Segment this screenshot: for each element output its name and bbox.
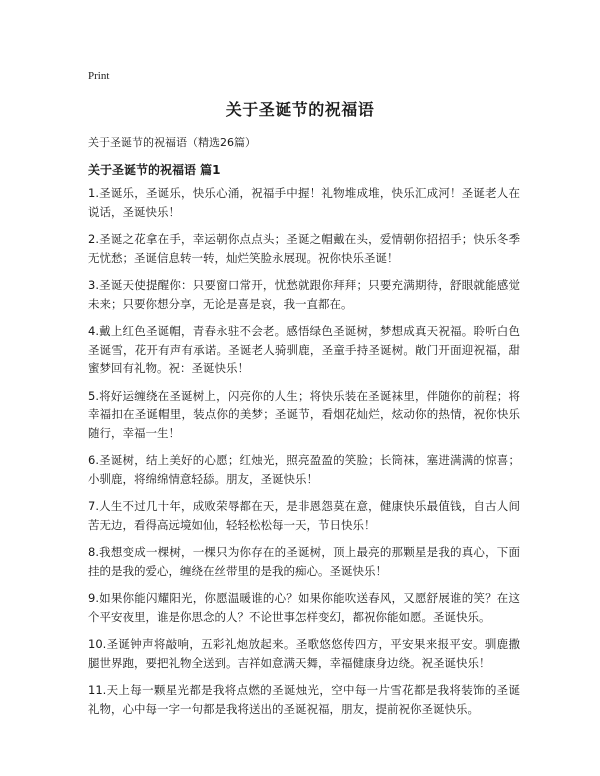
print-link[interactable]: Print xyxy=(88,70,110,82)
paragraph: 9.如果你能闪耀阳光，你愿温暖谁的心？如果你能吹送春风，又愿舒展谁的笑？在这个平安夜里，谁是你思念的人？不论世事怎样变幻，都祝你能如愿。圣诞快乐。 xyxy=(88,591,520,624)
paragraph: 7.人生不过几十年，成败荣辱都在天，是非恩怨莫在意，健康快乐最值钱，自古人间苦无边，看得高远境如仙，轻轻松松每一天，节日快乐！ xyxy=(88,499,520,532)
paragraph: 3.圣诞天使提醒你：只要窗口常开，忧愁就跟你拜拜；只要充满期待，舒眼就能感觉未来；只要你想分享，无论是喜是哀，我一直都在。 xyxy=(88,278,520,311)
paragraph: 4.戴上红色圣诞帽，青春永驻不会老。感悟绿色圣诞树，梦想成真天祝福。聆听白色圣诞雪，花开有声有承诺。圣诞老人骑驯鹿，圣童手持圣诞树。敞门开面迎祝福，甜蜜梦回有礼物。祝：圣诞快乐！ xyxy=(88,324,520,375)
paragraph: 6.圣诞树，结上美好的心愿；红烛光，照亮盈盈的笑脸；长筒袜，塞进满满的惊喜；小驯鹿，将绵绵情意轻舔。朋友，圣诞快乐！ xyxy=(88,453,520,486)
paragraph: 8.我想变成一棵树，一棵只为你存在的圣诞树，顶上最亮的那颗星是我的真心，下面挂的是我的爱心，缠绕在丝带里的是我的痴心。圣诞快乐！ xyxy=(88,545,520,578)
document-subtitle: 关于圣诞节的祝福语（精选26篇） xyxy=(88,136,256,149)
page-title: 关于圣诞节的祝福语 xyxy=(225,100,375,119)
paragraph: 11.天上每一颗星光都是我将点燃的圣诞烛光，空中每一片雪花都是我将装饰的圣诞礼物，心中每一字一句都是我将送出的圣诞祝福，朋友，提前祝你圣诞快乐。 xyxy=(88,683,520,716)
section-heading: 关于圣诞节的祝福语 篇1 xyxy=(88,163,221,177)
paragraph: 1.圣诞乐，圣诞乐，快乐心涌，祝福手中握！礼物堆成堆，快乐汇成河！圣诞老人在说话，圣诞快乐！ xyxy=(88,186,520,219)
paragraph: 10.圣诞钟声将敲响，五彩礼炮放起来。圣歌悠悠传四方，平安果来报平安。驯鹿撒腿世界跑，要把礼物全送到。吉祥如意满天舞，幸福健康身边绕。祝圣诞快乐！ xyxy=(88,637,520,670)
paragraph: 5.将好运缠绕在圣诞树上，闪亮你的人生；将快乐装在圣诞袜里，伴随你的前程；将幸福扣在圣诞帽里，装点你的美梦；圣诞节，看烟花灿烂，炫动你的热情，祝你快乐随行，幸福一生！ xyxy=(88,388,520,440)
paragraph: 2.圣诞之花拿在手，幸运朝你点点头；圣诞之帽戴在头，爱情朝你招招手；快乐冬季无忧愁；圣诞信息转一转，灿烂笑脸永展现。祝你快乐圣诞！ xyxy=(88,232,520,265)
article-body xyxy=(88,184,520,727)
